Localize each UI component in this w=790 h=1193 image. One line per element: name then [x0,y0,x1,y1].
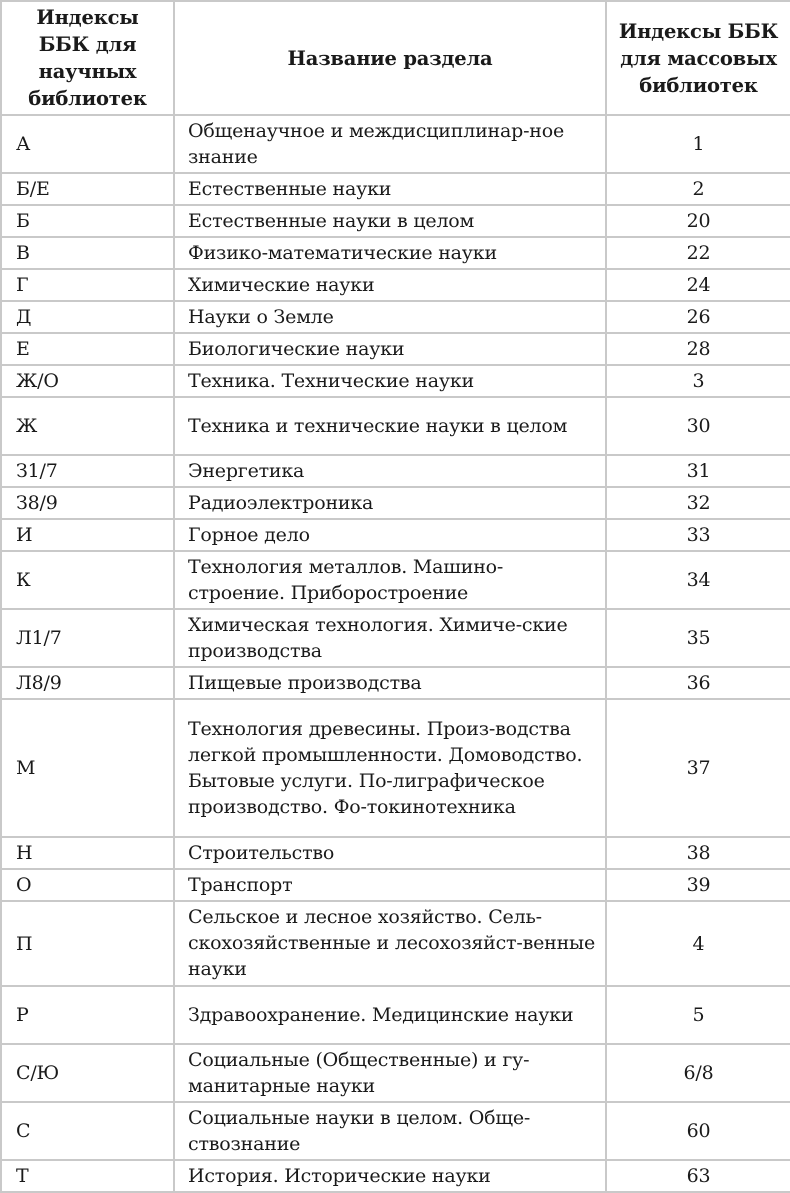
section-name-cell: История. Исторические науки [174,1160,606,1192]
table-header-row [1,1,790,115]
scientific-index-cell: О [1,869,174,901]
section-name-cell: Социальные (Общественные) и гу-манитарные науки [174,1044,606,1102]
section-name-cell: Общенаучное и междисциплинар-ное знание [174,115,606,173]
mass-index-cell: 32 [606,487,790,519]
table-row [1,115,790,173]
section-name-cell: Горное дело [174,519,606,551]
section-name-cell: Химические науки [174,269,606,301]
table-row [1,609,790,667]
section-name-cell: Здравоохранение. Медицинские науки [174,986,606,1044]
table-row [1,205,790,237]
section-name-cell: Сельское и лесное хозяйство. Сель-скохозяйственные и лесохозяйст-венные науки [174,901,606,986]
table-row [1,1102,790,1160]
mass-index-cell: 39 [606,869,790,901]
scientific-index-cell: Ж [1,397,174,455]
table-row [1,1044,790,1102]
table-row [1,519,790,551]
table-row [1,455,790,487]
mass-index-cell: 37 [606,699,790,837]
table-row [1,173,790,205]
mass-index-cell: 34 [606,551,790,609]
scientific-index-cell: С/Ю [1,1044,174,1102]
table-row [1,869,790,901]
scientific-index-cell: М [1,699,174,837]
header-mass-index: Индексы ББК для массовых библиотек [606,1,790,115]
section-name-cell: Химическая технология. Химиче-ские производства [174,609,606,667]
scientific-index-cell: К [1,551,174,609]
scientific-index-cell: Д [1,301,174,333]
scientific-index-cell: Т [1,1160,174,1192]
header-scientific-index: Индексы ББК для научных библиотек [1,1,174,115]
scientific-index-cell: В [1,237,174,269]
scientific-index-cell: П [1,901,174,986]
mass-index-cell: 28 [606,333,790,365]
table-row [1,397,790,455]
scientific-index-cell: А [1,115,174,173]
table-row [1,487,790,519]
mass-index-cell: 33 [606,519,790,551]
section-name-cell: Биологические науки [174,333,606,365]
mass-index-cell: 35 [606,609,790,667]
scientific-index-cell: С [1,1102,174,1160]
mass-index-cell: 30 [606,397,790,455]
scientific-index-cell: Н [1,837,174,869]
table-row [1,237,790,269]
scientific-index-cell: Г [1,269,174,301]
table-row [1,333,790,365]
mass-index-cell: 24 [606,269,790,301]
section-name-cell: Технология древесины. Произ-водства легкой промышленности. Домоводство. Бытовые услуги. По-лиграфическое производство. Фо-токинотехника [174,699,606,837]
mass-index-cell: 3 [606,365,790,397]
scientific-index-cell: Б/Е [1,173,174,205]
section-name-cell: Пищевые производства [174,667,606,699]
section-name-cell: Техника. Технические науки [174,365,606,397]
section-name-cell: Науки о Земле [174,301,606,333]
table-row [1,551,790,609]
scientific-index-cell: З1/7 [1,455,174,487]
table-row [1,365,790,397]
section-name-cell: Транспорт [174,869,606,901]
section-name-cell: Естественные науки в целом [174,205,606,237]
mass-index-cell: 26 [606,301,790,333]
scientific-index-cell: Л8/9 [1,667,174,699]
mass-index-cell: 5 [606,986,790,1044]
mass-index-cell: 36 [606,667,790,699]
mass-index-cell: 1 [606,115,790,173]
mass-index-cell: 31 [606,455,790,487]
scientific-index-cell: И [1,519,174,551]
section-name-cell: Энергетика [174,455,606,487]
scientific-index-cell: Л1/7 [1,609,174,667]
mass-index-cell: 2 [606,173,790,205]
table-row [1,901,790,986]
scientific-index-cell: Ж/О [1,365,174,397]
section-name-cell: Радиоэлектроника [174,487,606,519]
scientific-index-cell: З8/9 [1,487,174,519]
mass-index-cell: 22 [606,237,790,269]
table-row [1,986,790,1044]
mass-index-cell: 38 [606,837,790,869]
scientific-index-cell: Р [1,986,174,1044]
mass-index-cell: 63 [606,1160,790,1192]
mass-index-cell: 4 [606,901,790,986]
table-row [1,1160,790,1192]
section-name-cell: Строительство [174,837,606,869]
table-row [1,699,790,837]
scientific-index-cell: Е [1,333,174,365]
section-name-cell: Социальные науки в целом. Обще-ствознание [174,1102,606,1160]
table-body [1,115,790,1192]
table-row [1,269,790,301]
table-row [1,301,790,333]
mass-index-cell: 60 [606,1102,790,1160]
section-name-cell: Технология металлов. Машино-строение. Приборостроение [174,551,606,609]
table-row [1,667,790,699]
section-name-cell: Естественные науки [174,173,606,205]
section-name-cell: Техника и технические науки в целом [174,397,606,455]
section-name-cell: Физико-математические науки [174,237,606,269]
mass-index-cell: 20 [606,205,790,237]
mass-index-cell: 6/8 [606,1044,790,1102]
table-row [1,837,790,869]
scientific-index-cell: Б [1,205,174,237]
header-section-name: Название раздела [174,1,606,115]
